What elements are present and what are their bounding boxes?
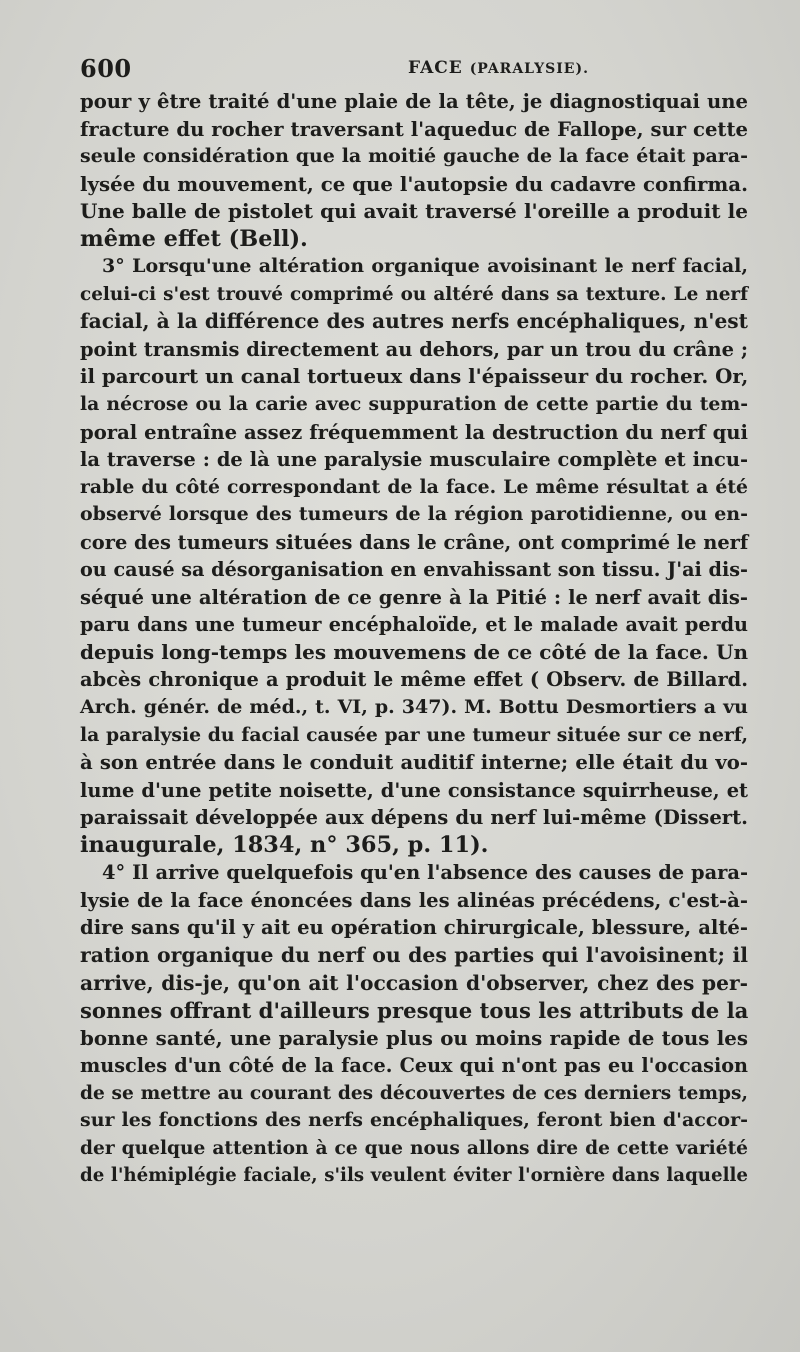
- text-line: Arch. génér. de méd., t. VI, p. 347). M. Bottu Desmortiers a vu: [80, 696, 748, 719]
- text-line: bonne santé, une paralysie plus ou moins rapide de tous les: [80, 1025, 748, 1050]
- text-line: rable du côté correspondant de la face. Le même résultat a été: [80, 475, 748, 498]
- running-head-subtitle: (PARALYSIE).: [469, 61, 589, 77]
- text-line: observé lorsque des tumeurs de la région parotidienne, ou en-: [80, 503, 748, 526]
- text-line: pour y être traité d'une plaie de la tête, je diagnostiquai une: [80, 90, 748, 113]
- body-text: [80, 88, 748, 1190]
- text-line: la paralysie du facial causée par une tumeur située sur ce nerf,: [80, 723, 748, 746]
- text-line: paraissait développée aux dépens du nerf lui-même (Dissert.: [80, 806, 748, 830]
- text-line: de l'hémiplégie faciale, s'ils veulent éviter l'ornière dans laquelle: [80, 1165, 748, 1187]
- text-line: lysée du mouvement, ce que l'autopsie du cadavre confirma.: [80, 171, 749, 196]
- text-line: inaugurale, 1834, n° 365, p. 11).: [80, 831, 489, 858]
- running-head: [408, 58, 589, 78]
- text-line: à son entrée dans le conduit auditif interne; elle était du vo-: [80, 751, 748, 775]
- paragraph-start-line: 4° Il arrive quelquefois qu'en l'absence des causes de para-: [102, 861, 748, 885]
- text-line: dire sans qu'il y ait eu opération chirurgicale, blessure, alté-: [80, 916, 748, 940]
- text-line: même effet (Bell).: [80, 225, 308, 252]
- text-line: ration organique du nerf ou des parties qui l'avoisinent; il: [80, 942, 748, 967]
- text-line: point transmis directement au dehors, par un trou du crâne ;: [80, 337, 748, 361]
- paragraph-start-line: 3° Lorsqu'une altération organique avoisinant le nerf facial,: [102, 255, 748, 278]
- text-line: lysie de la face énoncées dans les alinéas précédens, c'est-à-: [80, 888, 748, 912]
- text-line: sonnes offrant d'ailleurs presque tous les attributs de la: [80, 998, 749, 1024]
- page-header: [80, 54, 748, 84]
- text-line: abcès chronique a produit le même effet ( Observ. de Billard.: [80, 668, 748, 692]
- text-line: fracture du rocher traversant l'aqueduc de Fallope, sur cette: [80, 117, 748, 141]
- text-line: muscles d'un côté de la face. Ceux qui n'ont pas eu l'occasion: [80, 1054, 748, 1078]
- text-line: la nécrose ou la carie avec suppuration de cette partie du tem-: [80, 393, 748, 416]
- text-line: seule considération que la moitié gauche de la face était para-: [80, 145, 748, 168]
- text-line: lume d'une petite noisette, d'une consistance squirrheuse, et: [80, 778, 748, 802]
- running-head-title: FACE: [408, 58, 463, 78]
- text-line: core des tumeurs situées dans le crâne, ont comprimé le nerf: [80, 530, 749, 554]
- text-line: der quelque attention à ce que nous allons dire de cette variété: [80, 1137, 748, 1159]
- text-line: paru dans une tumeur encéphaloïde, et le malade avait perdu: [80, 613, 748, 637]
- text-line: ou causé sa désorganisation en envahissant son tissu. J'ai dis-: [80, 558, 748, 582]
- text-line: poral entraîne assez fréquemment la destruction du nerf qui: [80, 420, 748, 444]
- page-number: 600: [80, 54, 132, 83]
- text-line: la traverse : de là une paralysie musculaire complète et incu-: [80, 448, 748, 472]
- text-line: il parcourt un canal tortueux dans l'épaisseur du rocher. Or,: [80, 364, 749, 389]
- text-line: depuis long-temps les mouvemens de ce côté de la face. Un: [80, 639, 748, 664]
- text-line: arrive, dis-je, qu'on ait l'occasion d'observer, chez des per-: [80, 970, 748, 995]
- text-line: facial, à la différence des autres nerfs encéphaliques, n'est: [80, 309, 748, 334]
- text-line: sur les fonctions des nerfs encéphaliques, feront bien d'accor-: [80, 1109, 748, 1132]
- text-line: celui-ci s'est trouvé comprimé ou altéré dans sa texture. Le nerf: [80, 283, 748, 305]
- text-line: Une balle de pistolet qui avait traversé l'oreille a produit le: [80, 199, 748, 224]
- text-line: de se mettre au courant des découvertes de ces derniers temps,: [80, 1082, 748, 1104]
- text-line: séqué une altération de ce genre à la Pitié : le nerf avait dis-: [80, 585, 748, 609]
